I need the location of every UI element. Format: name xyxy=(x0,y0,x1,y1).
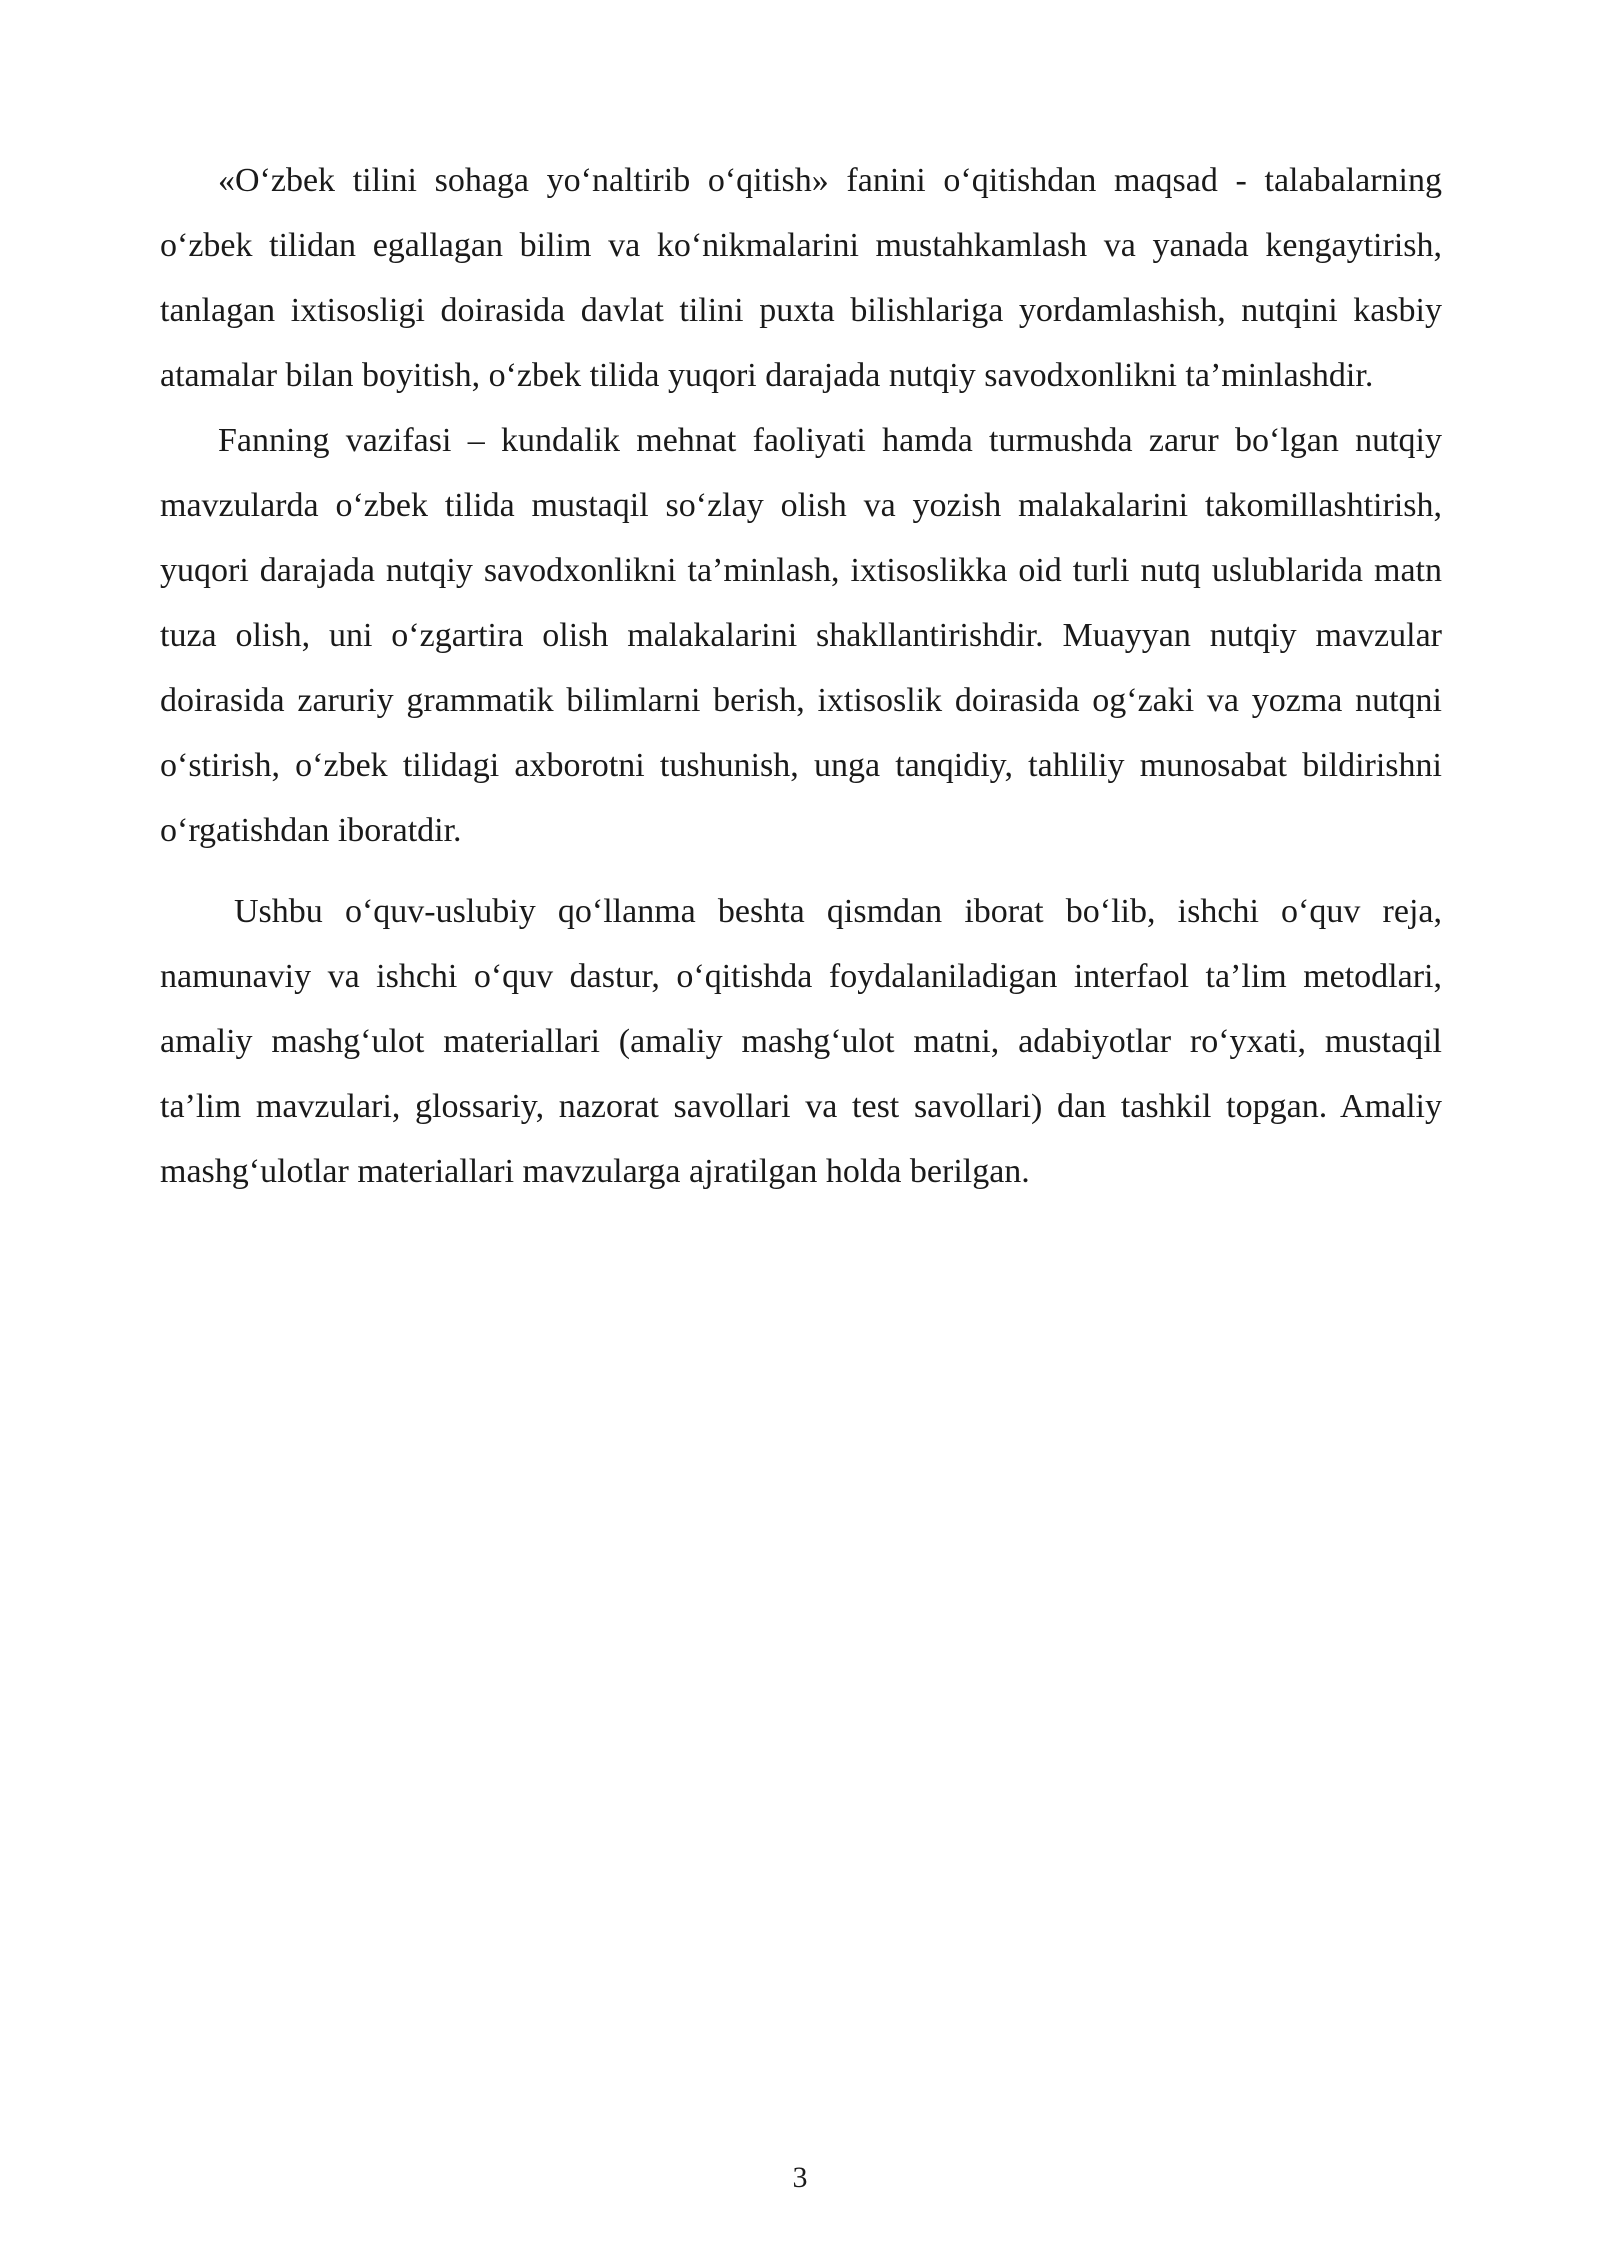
page-number: 3 xyxy=(792,2161,808,2194)
paragraph-tasks: Fanning vazifasi – kundalik mehnat faoliyati hamda turmushda zarur bo‘lgan nutqiy mavzularda o‘zbek tilida mustaqil so‘zlay olish va yozish malakalarini takomillashtirish, yuqori darajada nutqiy savodxonlikni ta’minlash, ixtisoslikka oid turli nutq uslublarida matn tuza olish, uni o‘zgartira olish malakalarini shakllantirishdir. Muayyan nutqiy mavzular doirasida zaruriy grammatik bilimlarni berish, ixtisoslik doirasida og‘zaki va yozma nutqni o‘stirish, o‘zbek tilidagi axborotni tushunish, unga tanqidiy, tahliliy munosabat bildirishni o‘rgatishdan iboratdir. xyxy=(160,422,1442,849)
document-body xyxy=(160,148,1442,1204)
paragraph-purpose: «O‘zbek tilini sohaga yo‘naltirib o‘qitish» fanini o‘qitishdan maqsad - talabalarning o‘zbek tilidan egallagan bilim va ko‘nikmalarini mustahkamlash va yanada kengaytirish, tanlagan ixtisosligi doirasida davlat tilini puxta bilishlariga yordamlashish, nutqini kasbiy atamalar bilan boyitish, o‘zbek tilida yuqori darajada nutqiy savodxonlikni ta’minlashdir. xyxy=(160,162,1442,394)
paragraph-structure: Ushbu o‘quv-uslubiy qo‘llanma beshta qismdan iborat bo‘lib, ishchi o‘quv reja, namunaviy va ishchi o‘quv dastur, o‘qitishda foydalaniladigan interfaol ta’lim metodlari, amaliy mashg‘ulot materiallari (amaliy mashg‘ulot matni, adabiyotlar ro‘yxati, mustaqil ta’lim mavzulari, glossariy, nazorat savollari va test savollari) dan tashkil topgan. Amaliy mashg‘ulotlar materiallari mavzularga ajratilgan holda berilgan. xyxy=(160,893,1442,1190)
